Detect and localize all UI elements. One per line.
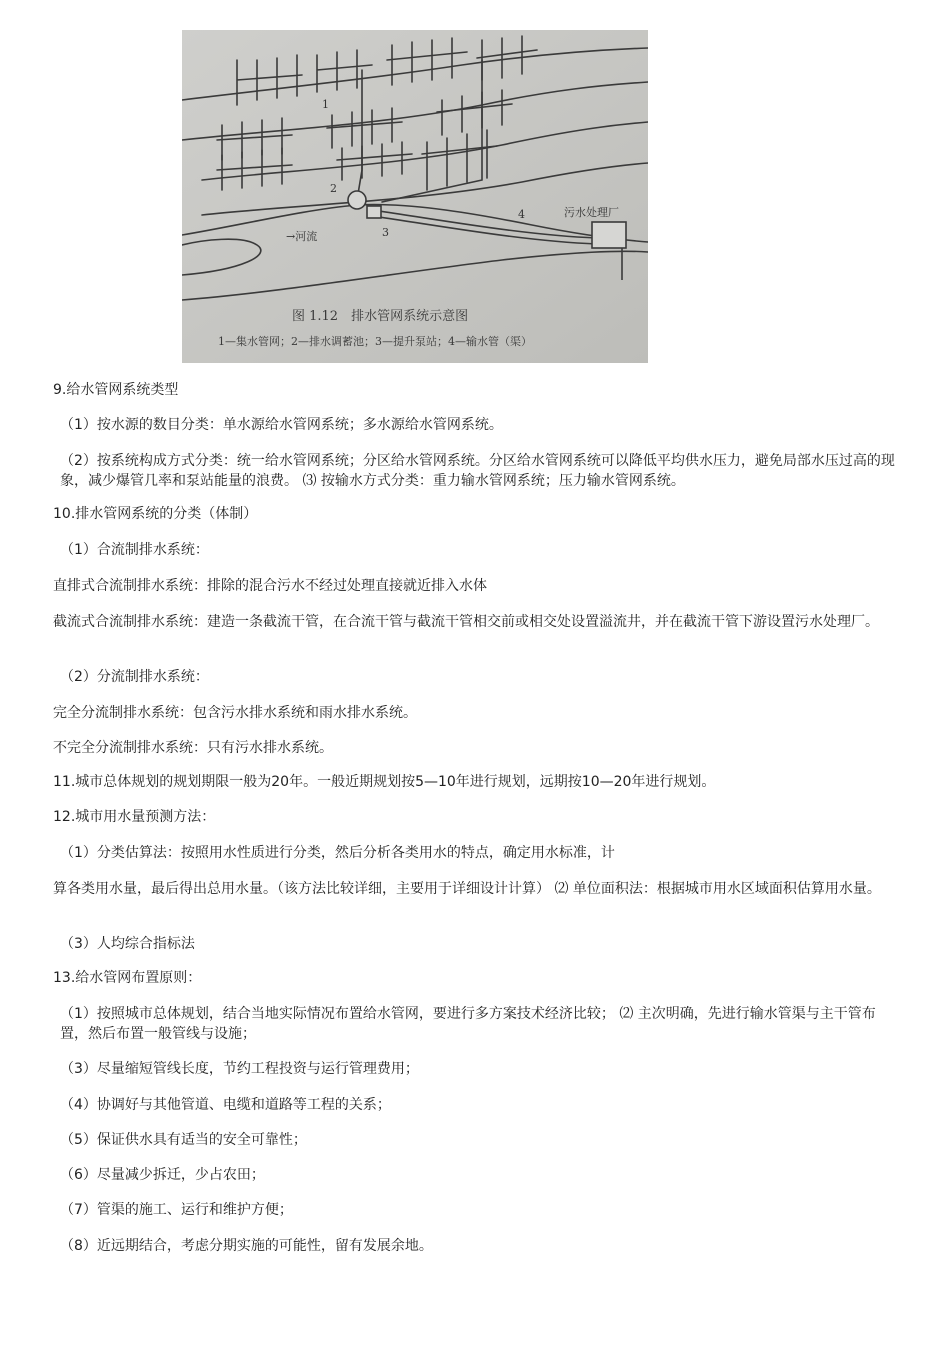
- paragraph: 截流式合流制排水系统：建造一条截流干管，在合流干管与截流干管相交前或相交处设置溢流井，并在截流干管下游设置污水处理厂。: [53, 614, 879, 630]
- sewer-network-diagram: [182, 30, 648, 363]
- paragraph: （6）尽量减少拆迁，少占农田；: [60, 1167, 265, 1183]
- paragraph: （5）保证供水具有适当的安全可靠性；: [60, 1132, 307, 1148]
- paragraph: （3）尽量缩短管线长度，节约工程投资与运行管理费用；: [60, 1061, 419, 1077]
- heading-13: 13.给水管网布置原则：: [53, 970, 202, 986]
- paragraph: 直排式合流制排水系统：排除的混合污水不经过处理直接就近排入水体: [53, 578, 487, 594]
- heading-11: 11.城市总体规划的规划期限一般为20年。一般近期规划按5—10年进行规划，远期按10—20年进行规划。: [53, 774, 716, 790]
- label-4: 4: [518, 208, 525, 221]
- plant-label: 污水处理厂: [564, 206, 619, 219]
- paragraph: （7）管渠的施工、运行和维护方便；: [60, 1202, 293, 1218]
- figure-legend: 1—集水管网；2—排水调蓄池；3—提升泵站；4—输水管（渠）: [218, 335, 532, 348]
- paragraph: 不完全分流制排水系统：只有污水排水系统。: [53, 740, 333, 756]
- heading-10: 10.排水管网系统的分类（体制）: [53, 506, 258, 522]
- label-1: 1: [322, 98, 329, 111]
- label-2: 2: [330, 182, 337, 195]
- paragraph: （2）分流制排水系统：: [60, 669, 209, 685]
- sewer-network-figure: [182, 30, 648, 363]
- paragraph: （1）合流制排水系统：: [60, 542, 209, 558]
- heading-9: 9.给水管网系统类型: [53, 382, 179, 398]
- paragraph: （1）分类估算法：按照用水性质进行分类，然后分析各类用水的特点，确定用水标准，计: [60, 845, 615, 861]
- paragraph: 完全分流制排水系统：包含污水排水系统和雨水排水系统。: [53, 705, 417, 721]
- paragraph: （3）人均综合指标法: [60, 936, 195, 952]
- heading-12: 12.城市用水量预测方法：: [53, 809, 216, 825]
- paragraph: 算各类用水量，最后得出总用水量。（该方法比较详细，主要用于详细设计计算） ⑵ 单位面积法：根据城市用水区域面积估算用水量。: [53, 881, 881, 897]
- paragraph: （1）按水源的数目分类：单水源给水管网系统；多水源给水管网系统。: [60, 417, 503, 433]
- paragraph: （4）协调好与其他管道、电缆和道路等工程的关系；: [60, 1097, 391, 1113]
- paragraph: （8）近远期结合，考虑分期实施的可能性，留有发展余地。: [60, 1238, 433, 1254]
- figure-caption: 图 1.12 排水管网系统示意图: [292, 309, 469, 324]
- paragraph: （2）按系统构成方式分类：统一给水管网系统；分区给水管网系统。分区给水管网系统可以降低平均供水压力，避免局部水压过高的现象，减少爆管几率和泵站能量的浪费。 ⑶ 按输水方式分类：重力输水管网系统；压力输水管网系统。: [60, 453, 895, 489]
- label-3: 3: [382, 226, 389, 239]
- paragraph: （1）按照城市总体规划，结合当地实际情况布置给水管网，要进行多方案技术经济比较； ⑵ 主次明确，先进行输水管渠与主干管布置，然后布置一般管线与设施；: [60, 1006, 876, 1042]
- river-label: →河流: [286, 230, 318, 243]
